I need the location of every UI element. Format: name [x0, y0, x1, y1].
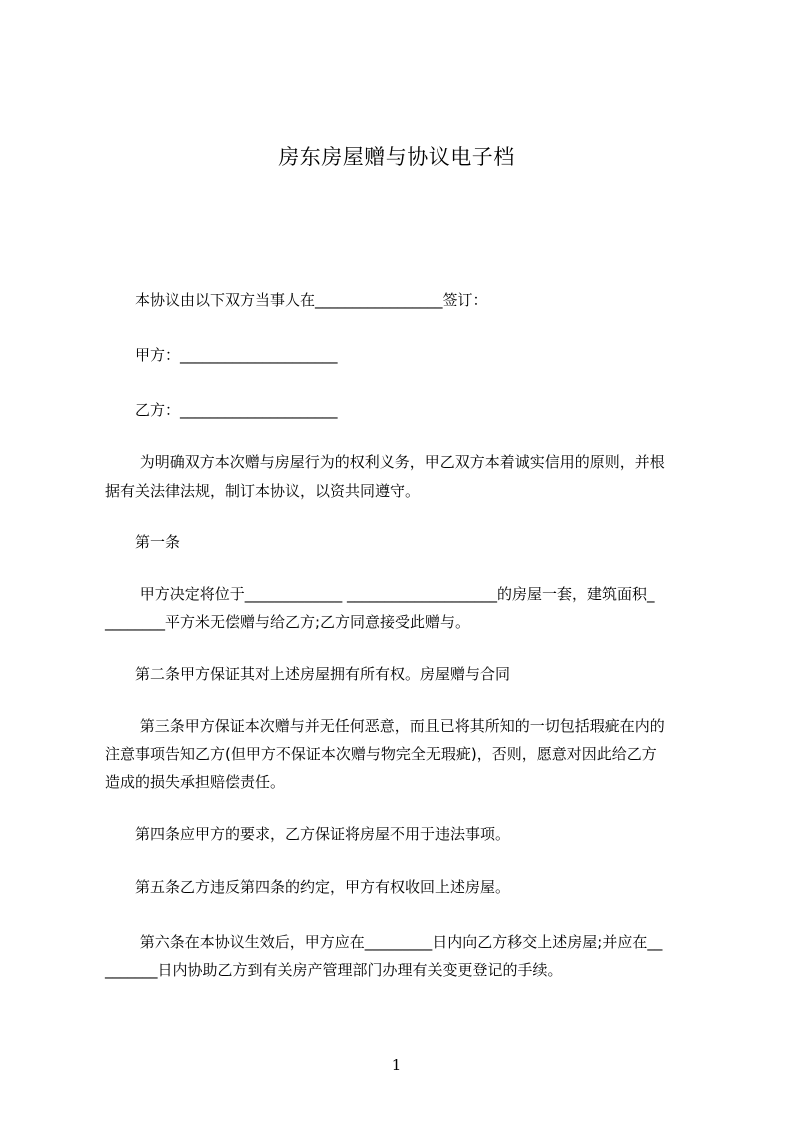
article-1-line-2: ________平方米无偿赠与给乙方;乙方同意接受此赠与。 [105, 613, 471, 631]
article-5: 第五条乙方违反第四条的约定，甲方有权收回上述房屋。 [105, 878, 511, 896]
article-3-line-1: 第三条甲方保证本次赠与并无任何恶意，而且已将其所知的一切包括瑕疵在内的 [105, 717, 665, 735]
article-6-line-2: _______日内协助乙方到有关房产管理部门办理有关变更登记的手续。 [105, 961, 563, 979]
article-3-line-3: 造成的损失承担赔偿责任。 [105, 773, 286, 791]
paragraph-preamble-line-2: 据有关法律法规，制订本协议，以资共同遵守。 [105, 482, 421, 500]
article-4: 第四条应甲方的要求，乙方保证将房屋不用于违法事项。 [105, 825, 511, 843]
page-number: 1 [391, 1056, 402, 1074]
article-1-line-1: 甲方决定将位于_____________ ____________________的房屋一套，建筑面积_ [105, 585, 655, 603]
document-title: 房东房屋赠与协议电子档 [278, 145, 515, 169]
article-3-line-2: 注意事项告知乙方(但甲方不保证本次赠与物完全无瑕疵)，否则，愿意对因此给乙方 [105, 745, 657, 763]
article-1-heading: 第一条 [105, 533, 181, 551]
paragraph-preamble-line-1: 为明确双方本次赠与房屋行为的权利义务，甲乙双方本着诚实信用的原则，并根 [105, 453, 665, 471]
article-2: 第二条甲方保证其对上述房屋拥有所有权。房屋赠与合同 [105, 665, 511, 683]
paragraph-party-b: 乙方：_____________________ [105, 401, 338, 419]
paragraph-party-a: 甲方：_____________________ [105, 346, 338, 364]
article-6-line-1: 第六条在本协议生效后，甲方应在_________日内向乙方移交上述房屋;并应在__ [105, 933, 663, 951]
paragraph-signing-place: 本协议由以下双方当事人在_________________签订： [105, 291, 488, 309]
